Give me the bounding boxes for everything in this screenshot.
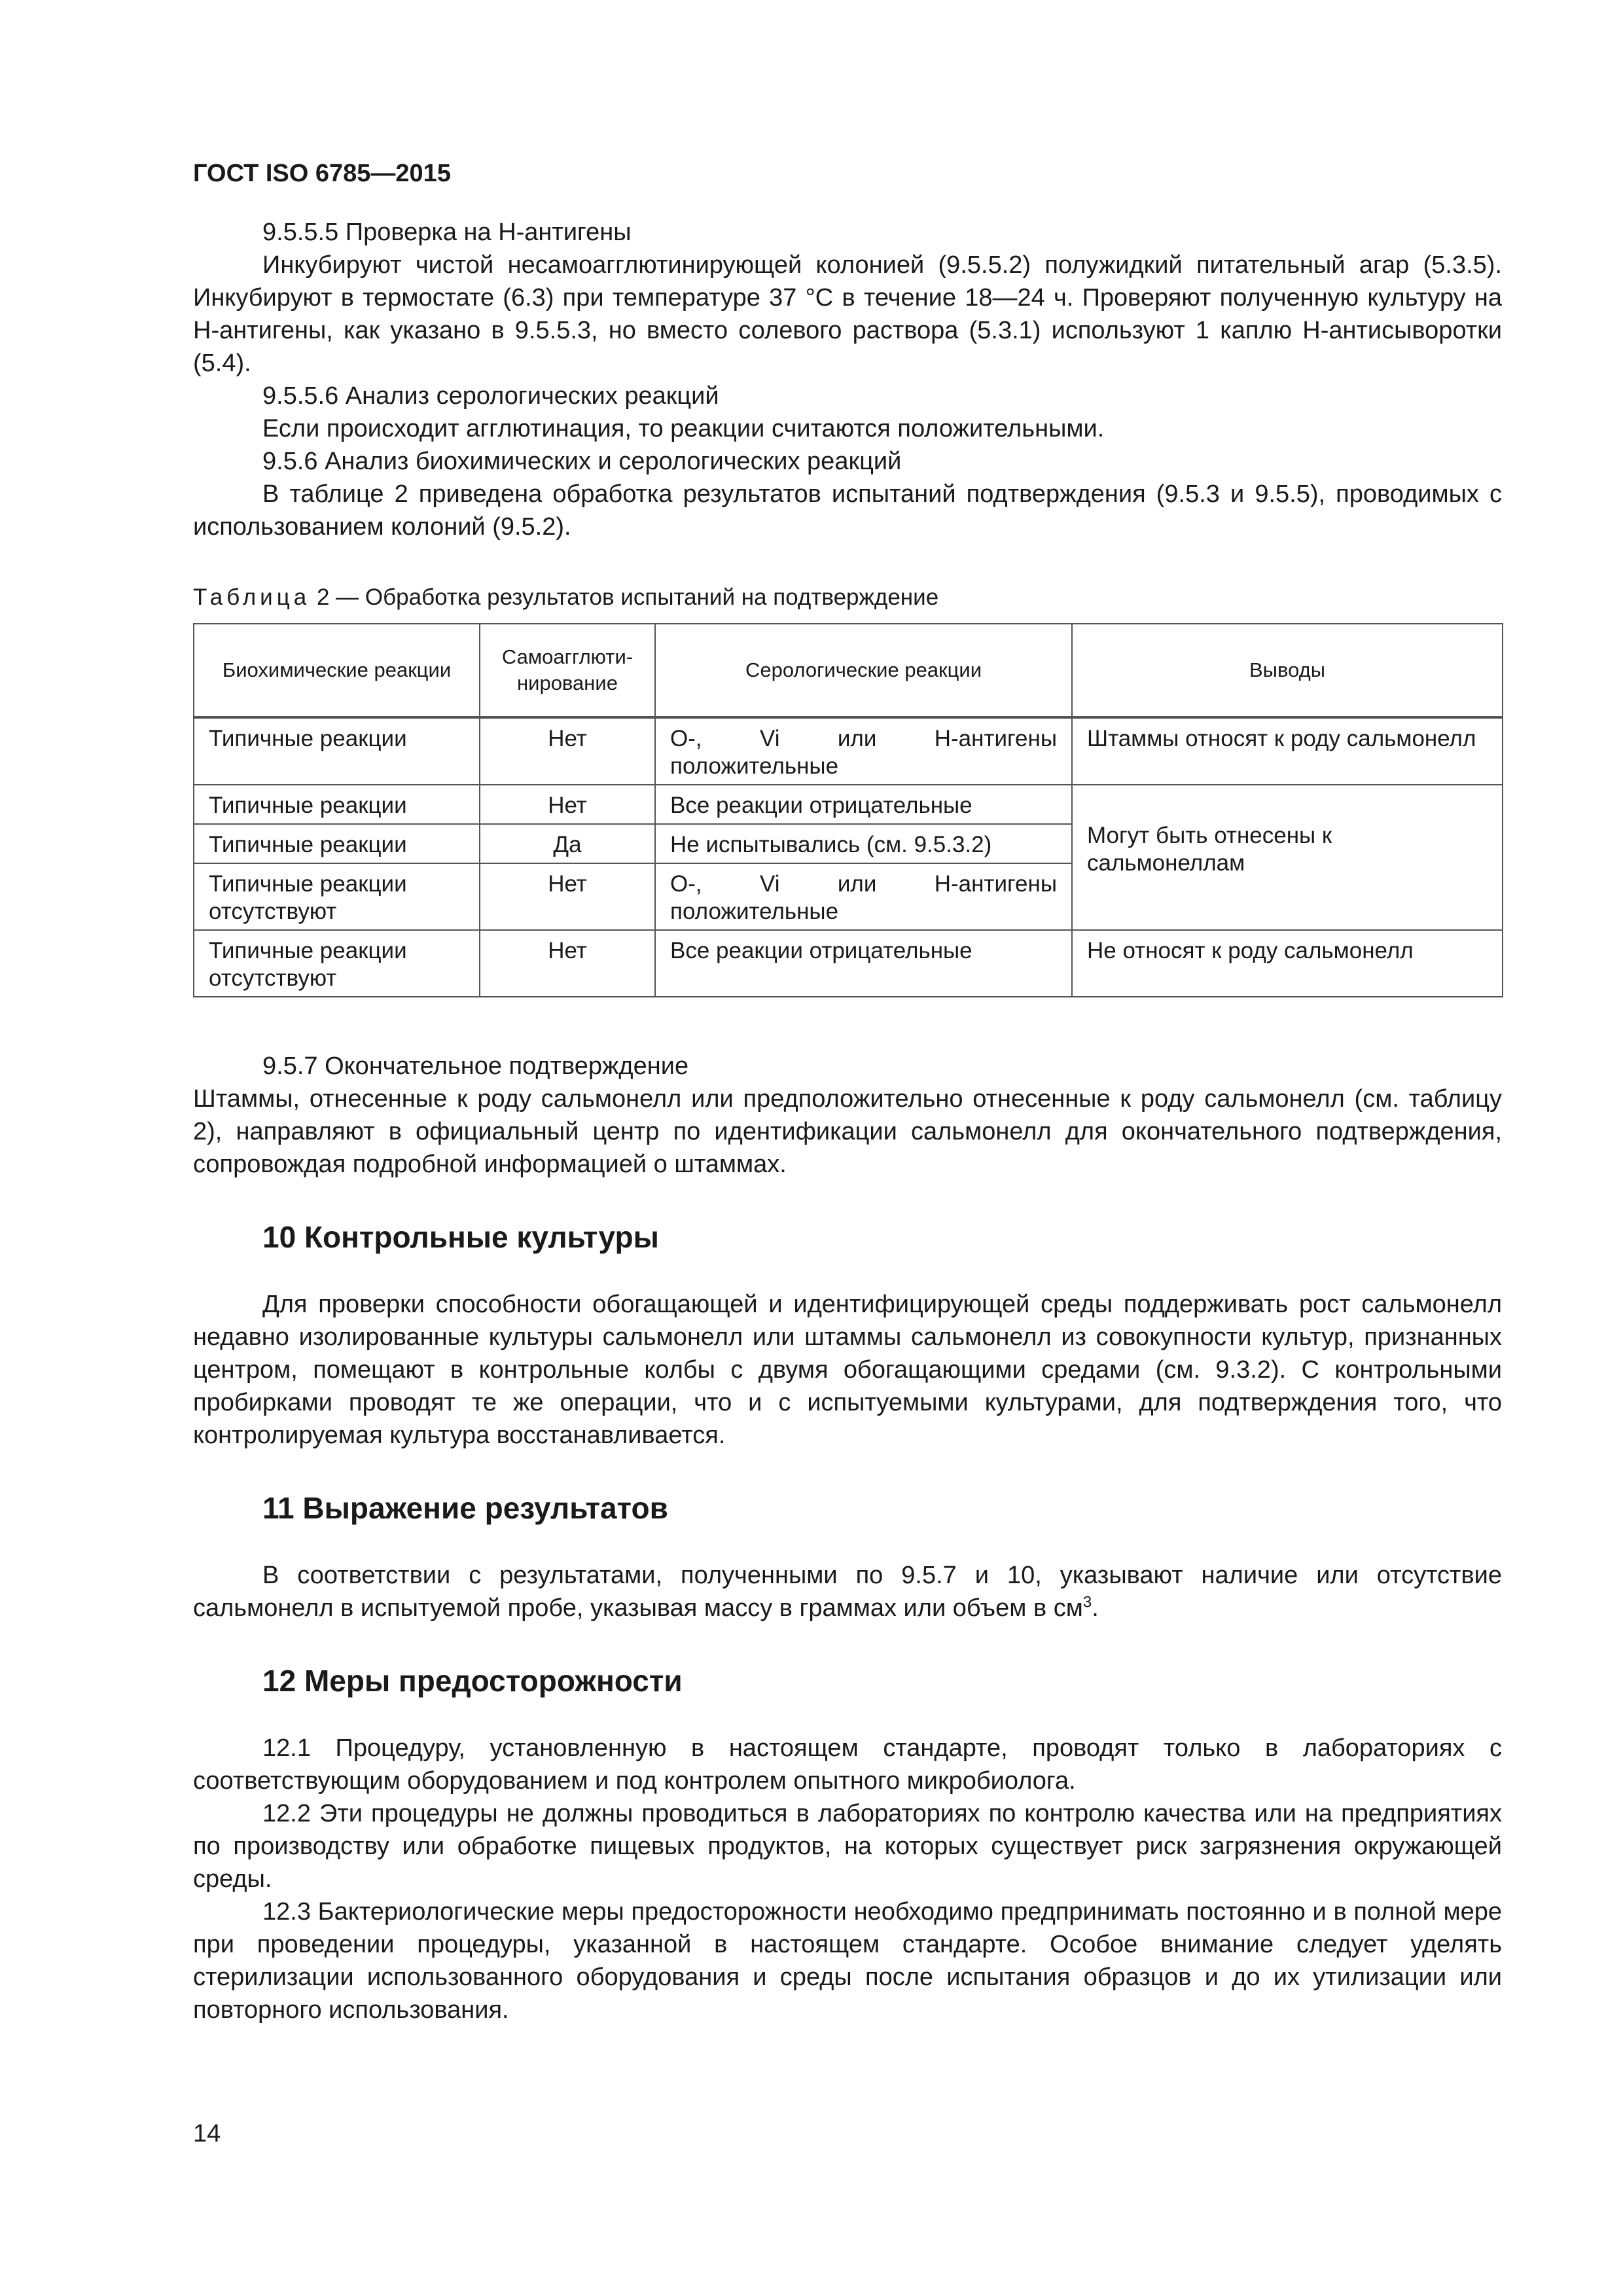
table-caption-word: Таблица [193,584,311,610]
cell-serological: О-, Vi или Н-антигены положительные [655,717,1072,785]
cell-conclusion-merged: Могут быть отнесены к сальмонеллам [1072,785,1503,930]
paragraph-11-tail: . [1092,1594,1099,1622]
subsection-title-9-5-6: 9.5.6 Анализ биохимических и серологических реакций [262,448,902,475]
table-header-row [194,624,1503,717]
cell-serological: Не испытывались (см. 9.5.3.2) [655,824,1072,863]
table-row [194,930,1503,997]
paragraph-12-2: 12.2 Эти процедуры не должны проводиться в лабораториях по контролю качества или на предприятиях по производству или обработке пищевых продуктов, на которых существует риск загрязнения окружающей среды. [193,1800,1502,1893]
paragraph-10: Для проверки способности обогащающей и идентифицирующей среды поддерживать рост сальмонелл недавно изолированные культуры сальмонелл или штаммы сальмонелл из совокупности культур, признанных центром, помещают в контрольные колбы с двумя обогащающими средами (см. 9.3.2). С контрольными пробирками проводят те же операции, что и с испытуемыми культурами, для подтверждения того, что контролируемая культура восстанавливается. [193,1291,1502,1449]
table-row [194,717,1503,785]
table-row [194,785,1503,824]
subsection-title-9-5-7: 9.5.7 Окончательное подтверждение [262,1052,689,1080]
document-code: ГОСТ ISO 6785—2015 [193,160,451,187]
paragraph-9-5-7: Штаммы, отнесенные к роду сальмонелл или предположительно отнесенные к роду сальмонелл (см. таблицу 2), направляют в официальный центр по идентификации сальмонелл для окончательного подтверждения, сопровождая подробной информацией о штаммах. [193,1085,1502,1178]
superscript-3: 3 [1082,1593,1092,1611]
cell-self-agglutination: Нет [480,717,655,785]
paragraph-9-5-5-5: Инкубируют чистой несамоагглютинирующей колонией (9.5.5.2) полужидкий питательный агар (5.3.5). Инкубируют в термостате (6.3) при температуре 37 °С в течение 18—24 ч. Проверяют полученную культуру на Н-антигены, как указано в 9.5.5.3, но вместо солевого раствора (5.3.1) используют 1 каплю Н-антисыворотки (5.4). [193,251,1502,377]
section-heading-11: 11 Выражение результатов [262,1491,668,1525]
cell-serological: Все реакции отрицательные [655,930,1072,997]
cell-self-agglutination: Нет [480,785,655,824]
results-table [193,623,1503,997]
subsection-title-9-5-5-5: 9.5.5.5 Проверка на Н-антигены [262,219,632,246]
table-caption [193,583,1502,613]
cell-self-agglutination: Нет [480,863,655,930]
cell-self-agglutination: Нет [480,930,655,997]
cell-conclusion: Штаммы относят к роду сальмонелл [1072,717,1503,785]
paragraph-11 [193,1559,1502,1624]
section-heading-12: 12 Меры предосторожности [262,1664,683,1698]
table-caption-text: 2 — Обработка результатов испытаний на подтверждение [310,584,939,610]
cell-biochemical: Типичные реакции отсутствуют [194,930,480,997]
document-page [193,157,1502,2026]
paragraph-11-text: В соответствии с результатами, полученными по 9.5.7 и 10, указывают наличие или отсутствие сальмонелл в испытуемой пробе, указывая массу в граммах или объем в см [193,1562,1502,1622]
cell-biochemical: Типичные реакции отсутствуют [194,863,480,930]
header-biochemical: Биохимические реакции [194,624,480,717]
paragraph-9-5-5-6: Если происходит агглютинация, то реакции считаются положительными. [262,415,1105,442]
cell-serological: О-, Vi или Н-антигены положительные [655,863,1072,930]
header-serological: Серологические реакции [655,624,1072,717]
cell-biochemical: Типичные реакции [194,785,480,824]
cell-biochemical: Типичные реакции [194,717,480,785]
cell-self-agglutination: Да [480,824,655,863]
header-conclusions: Выводы [1072,624,1503,717]
subsection-title-9-5-5-6: 9.5.5.6 Анализ серологических реакций [262,382,719,410]
header-self-agglutination: Самоагглюти-нирование [480,624,655,717]
paragraph-9-5-6: В таблице 2 приведена обработка результатов испытаний подтверждения (9.5.3 и 9.5.5), проводимых с использованием колоний (9.5.2). [193,480,1502,541]
page-number: 14 [193,2120,221,2147]
section-heading-10: 10 Контрольные культуры [262,1220,659,1254]
paragraph-12-1: 12.1 Процедуру, установленную в настоящем стандарте, проводят только в лабораториях с соответствующим оборудованием и под контролем опытного микробиолога. [193,1734,1502,1795]
cell-serological: Все реакции отрицательные [655,785,1072,824]
cell-biochemical: Типичные реакции [194,824,480,863]
cell-conclusion: Не относят к роду сальмонелл [1072,930,1503,997]
paragraph-12-3: 12.3 Бактериологические меры предосторожности необходимо предпринимать постоянно и в полной мере при проведении процедуры, указанной в настоящем стандарте. Особое внимание следует уделять стерилизации использованного оборудования и среды после испытания образцов и до их утилизации или повторного использования. [193,1898,1502,2024]
